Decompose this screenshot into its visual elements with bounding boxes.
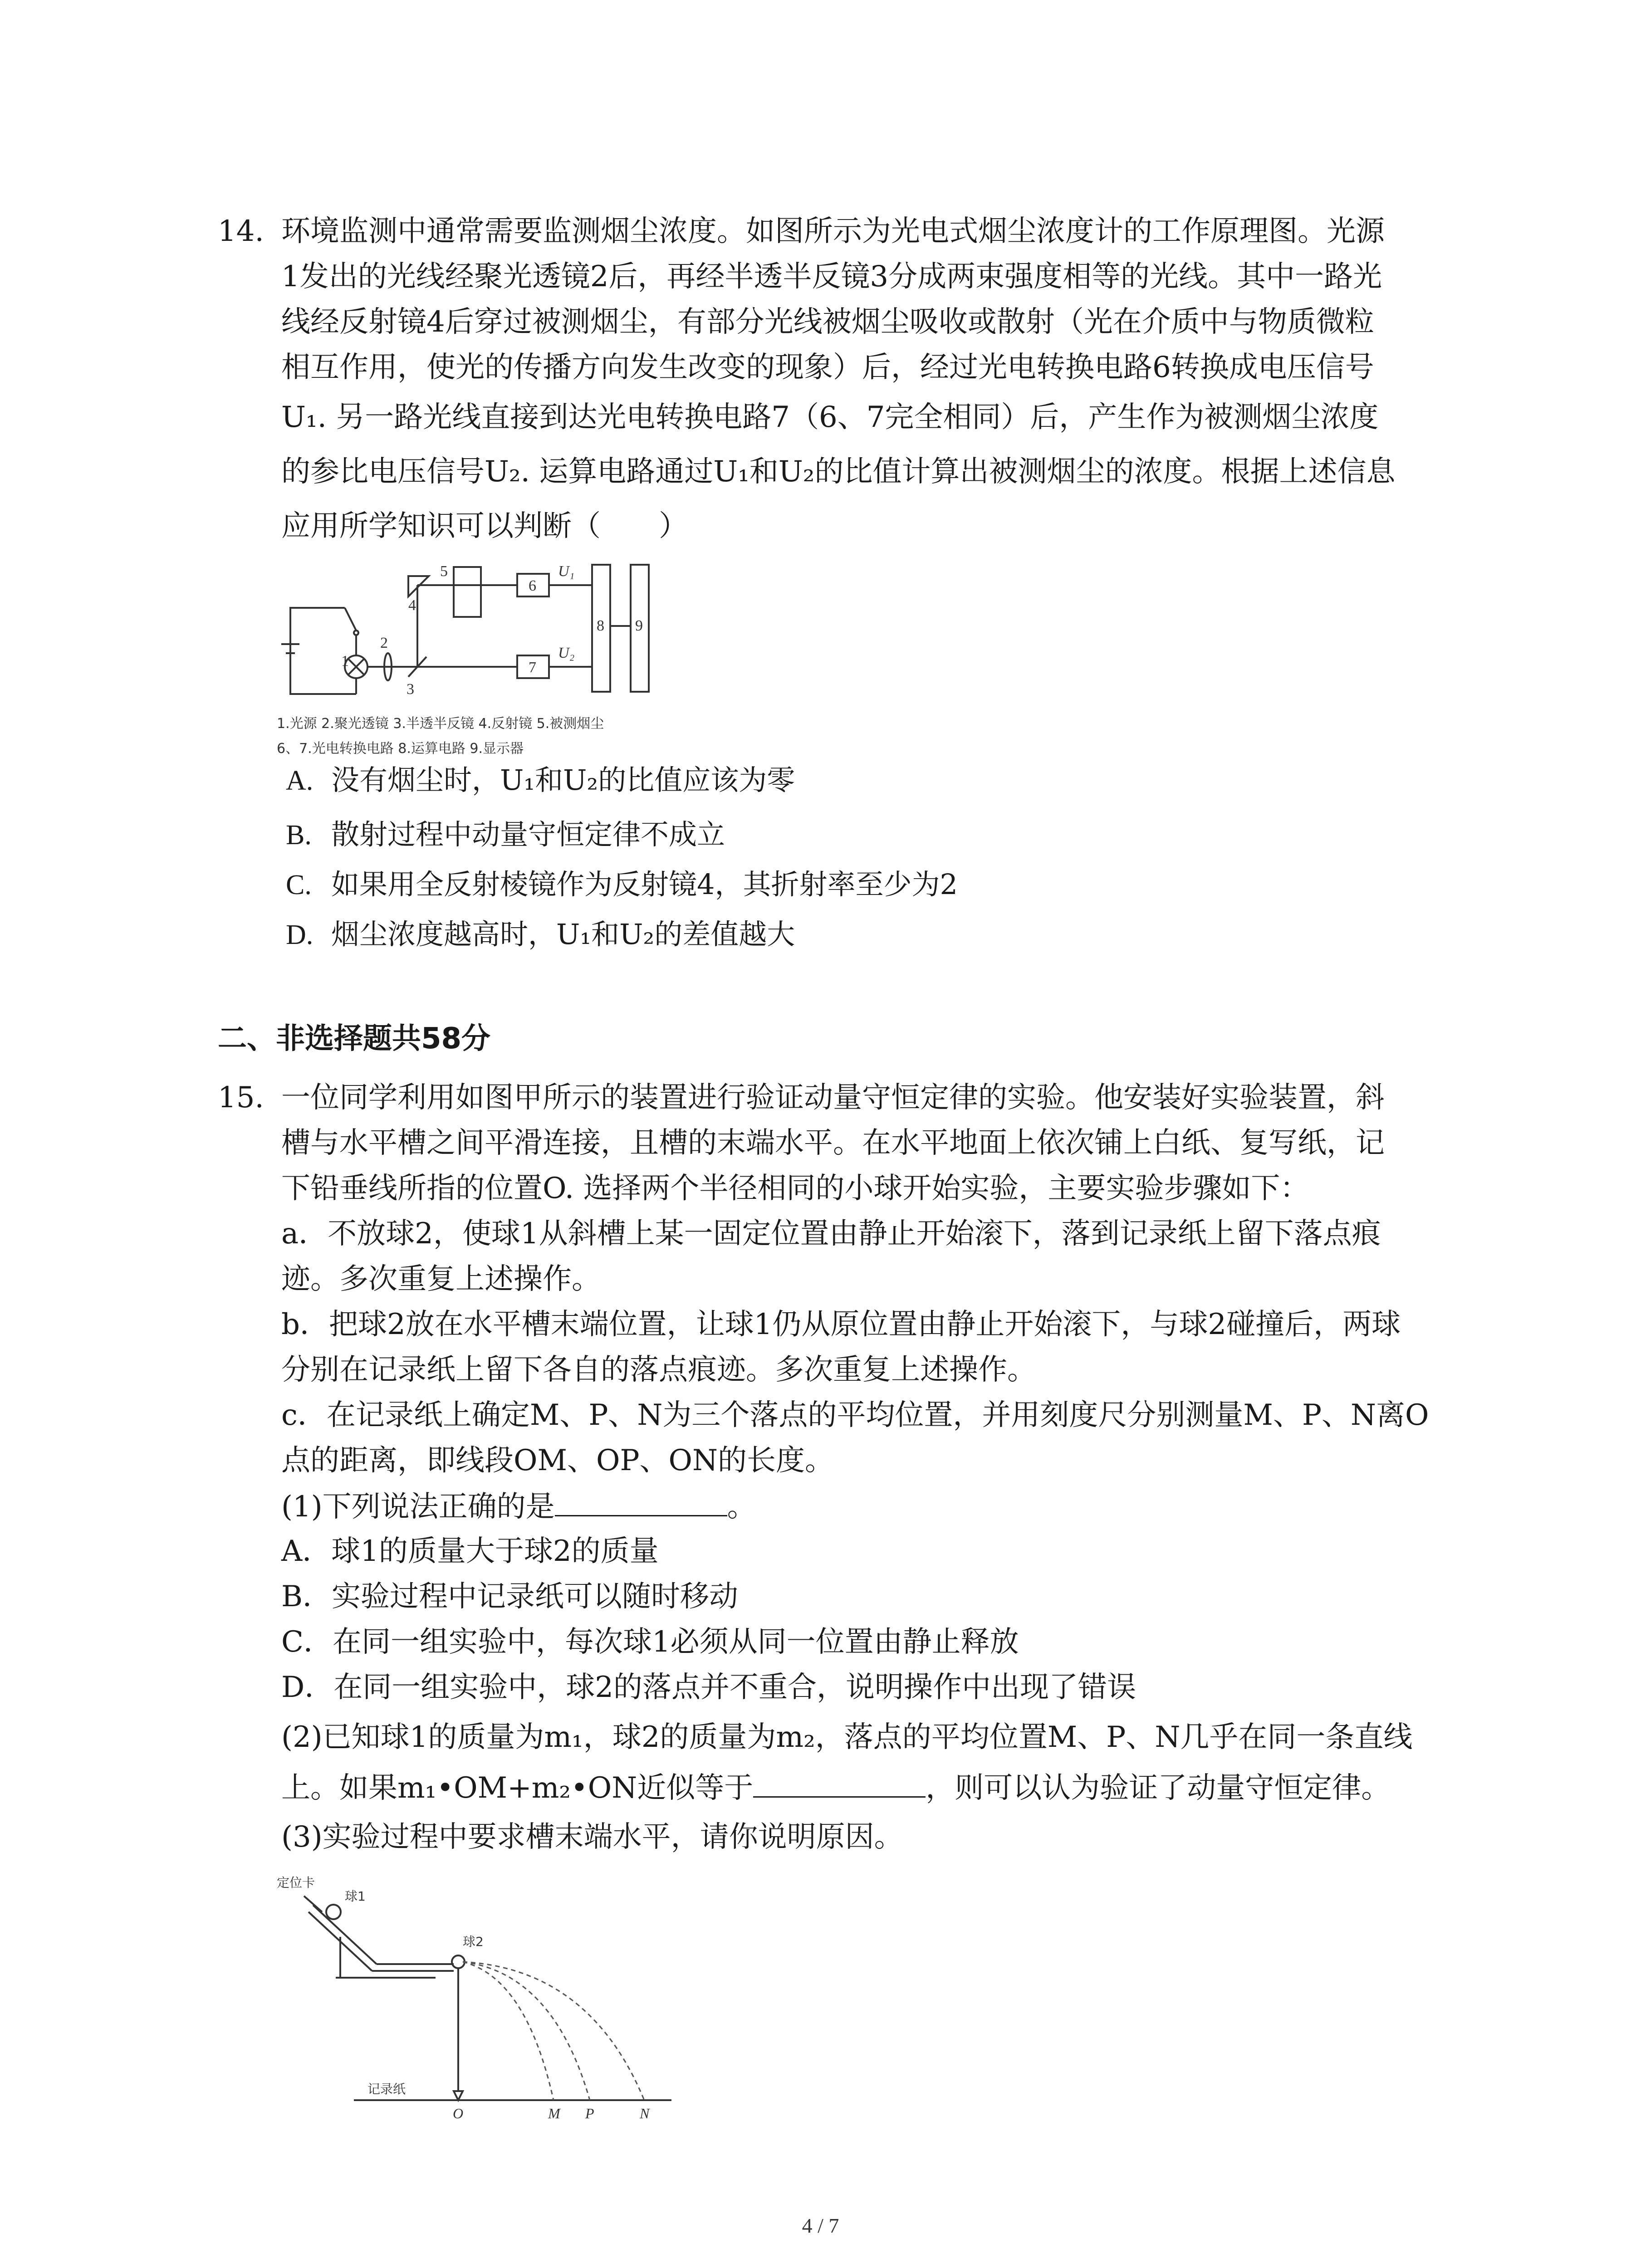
sub1-suffix: 。 — [727, 1490, 756, 1524]
q15-sub3: (3)实验过程中要求槽末端水平，请你说明原因。 — [281, 1820, 903, 1854]
label-8: 8 — [597, 617, 604, 634]
q15-text-line: c．在记录纸上确定M、P、N为三个落点的平均位置，并用刻度尺分别测量M、P、N离O — [281, 1398, 1429, 1432]
section-title: 二、非选择题共58分 — [218, 1022, 491, 1056]
label-6: 6 — [529, 577, 536, 594]
q15-text-line: 迹。多次重复上述操作。 — [281, 1262, 601, 1296]
label-2: 2 — [380, 635, 388, 651]
label-u2: U₂ — [558, 645, 575, 661]
label-3: 3 — [407, 681, 414, 698]
q15-sub1-option-d: D．在同一组实验中，球2的落点并不重合，说明操作中出现了错误 — [281, 1671, 1136, 1704]
collision-apparatus-diagram — [272, 1869, 681, 2123]
option-text: 没有烟尘时，U₁和U₂的比值应该为零 — [331, 763, 795, 797]
label-9: 9 — [635, 617, 643, 634]
q15-text-line: 一位同学利用如图甲所示的装置进行验证动量守恒定律的实验。他安装好实验装置，斜 — [281, 1081, 1385, 1114]
option-letter: C. — [286, 870, 312, 900]
q14-option-d — [286, 912, 795, 958]
answer-blank-1[interactable] — [555, 1483, 727, 1516]
label-ball1: 球1 — [345, 1889, 366, 1904]
label-7: 7 — [529, 659, 536, 676]
label-m: M — [548, 2105, 560, 2121]
question-14-number: 14. — [218, 215, 264, 248]
label-u1: U₁ — [558, 563, 575, 580]
q15-text-line: 槽与水平槽之间平滑连接，且槽的末端水平。在水平地面上依次铺上白纸、复写纸，记 — [281, 1126, 1385, 1160]
q15-text-line: 下铅垂线所指的位置O. 选择两个半径相同的小球开始实验，主要实验步骤如下： — [281, 1172, 1309, 1205]
q15-text-line: b．把球2放在水平槽末端位置，让球1仍从原位置由静止开始滚下，与球2碰撞后，两球 — [281, 1308, 1401, 1341]
q14-text-line: 线经反射镜4后穿过被测烟尘，有部分光线被烟尘吸收或散射（光在介质中与物质微粒 — [281, 305, 1374, 339]
q14-text-line: U₁. 另一路光线直接到达光电转换电路7（6、7完全相同）后，产生作为被测烟尘浓度 — [281, 401, 1379, 434]
label-p: P — [585, 2105, 594, 2121]
q15-text-line: 点的距离，即线段OM、OP、ON的长度。 — [281, 1444, 834, 1477]
option-letter: D. — [286, 919, 314, 950]
q14-option-b — [286, 812, 725, 858]
sub2-prefix: 上。如果m₁•OM+m₂•ON近似等于 — [281, 1771, 754, 1805]
q14-text-line: 的参比电压信号U₂. 运算电路通过U₁和U₂的比值计算出被测烟尘的浓度。根据上述信息 — [281, 455, 1396, 489]
page-number: 4 / 7 — [802, 2214, 839, 2237]
q15-sub2-line2 — [281, 1765, 1461, 1811]
q15-sub1-option-b: B．实验过程中记录纸可以随时移动 — [281, 1580, 739, 1613]
option-text: 烟尘浓度越高时，U₁和U₂的差值越大 — [331, 918, 795, 951]
label-n: N — [640, 2105, 650, 2121]
figure-caption-line2: 6、7.光电转换电路 8.运算电路 9.显示器 — [277, 741, 524, 757]
q14-option-a — [286, 758, 795, 803]
label-o: O — [453, 2105, 464, 2121]
q14-text-line: 环境监测中通常需要监测烟尘浓度。如图所示为光电式烟尘浓度计的工作原理图。光源 — [281, 215, 1385, 248]
q15-sub1 — [281, 1483, 1461, 1530]
smoke-meter-diagram — [272, 558, 726, 776]
figure-caption-line1: 1.光源 2.聚光透镜 3.半透半反镜 4.反射镜 5.被测烟尘 — [277, 716, 604, 732]
sub2-suffix: ，则可以认为验证了动量守恒定律。 — [926, 1771, 1391, 1805]
label-5: 5 — [440, 563, 448, 580]
answer-blank-2[interactable] — [753, 1765, 926, 1798]
option-text: 散射过程中动量守恒定律不成立 — [331, 818, 725, 851]
q15-sub2-line1: (2)已知球1的质量为m₁，球2的质量为m₂，落点的平均位置M、P、N几乎在同一条直线 — [281, 1721, 1413, 1754]
q15-text-line: 分别在记录纸上留下各自的落点痕迹。多次重复上述操作。 — [281, 1353, 1036, 1387]
label-4: 4 — [408, 597, 416, 614]
label-card: 定位卡 — [277, 1875, 315, 1890]
q14-option-c — [286, 862, 958, 908]
q14-text-line: 应用所学知识可以判断（ ） — [281, 509, 688, 543]
question-15-number: 15. — [218, 1081, 264, 1114]
label-1: 1 — [341, 653, 349, 670]
q14-text-line: 相互作用，使光的传播方向发生改变的现象）后，经过光电转换电路6转换成电压信号 — [281, 351, 1374, 384]
sub1-prefix: (1)下列说法正确的是 — [281, 1490, 555, 1524]
label-paper: 记录纸 — [367, 2082, 406, 2097]
q15-text-line: a．不放球2，使球1从斜槽上某一固定位置由静止开始滚下，落到记录纸上留下落点痕 — [281, 1217, 1381, 1251]
q14-text-line: 1发出的光线经聚光透镜2后，再经半透半反镜3分成两束强度相等的光线。其中一路光 — [281, 260, 1382, 293]
option-letter: B. — [286, 820, 312, 850]
q15-sub1-option-a: A．球1的质量大于球2的质量 — [281, 1535, 659, 1568]
option-letter: A. — [286, 765, 314, 796]
label-ball2: 球2 — [463, 1934, 484, 1949]
q15-sub1-option-c: C．在同一组实验中，每次球1必须从同一位置由静止释放 — [281, 1625, 1019, 1659]
option-text: 如果用全反射棱镜作为反射镜4，其折射率至少为2 — [331, 868, 958, 901]
